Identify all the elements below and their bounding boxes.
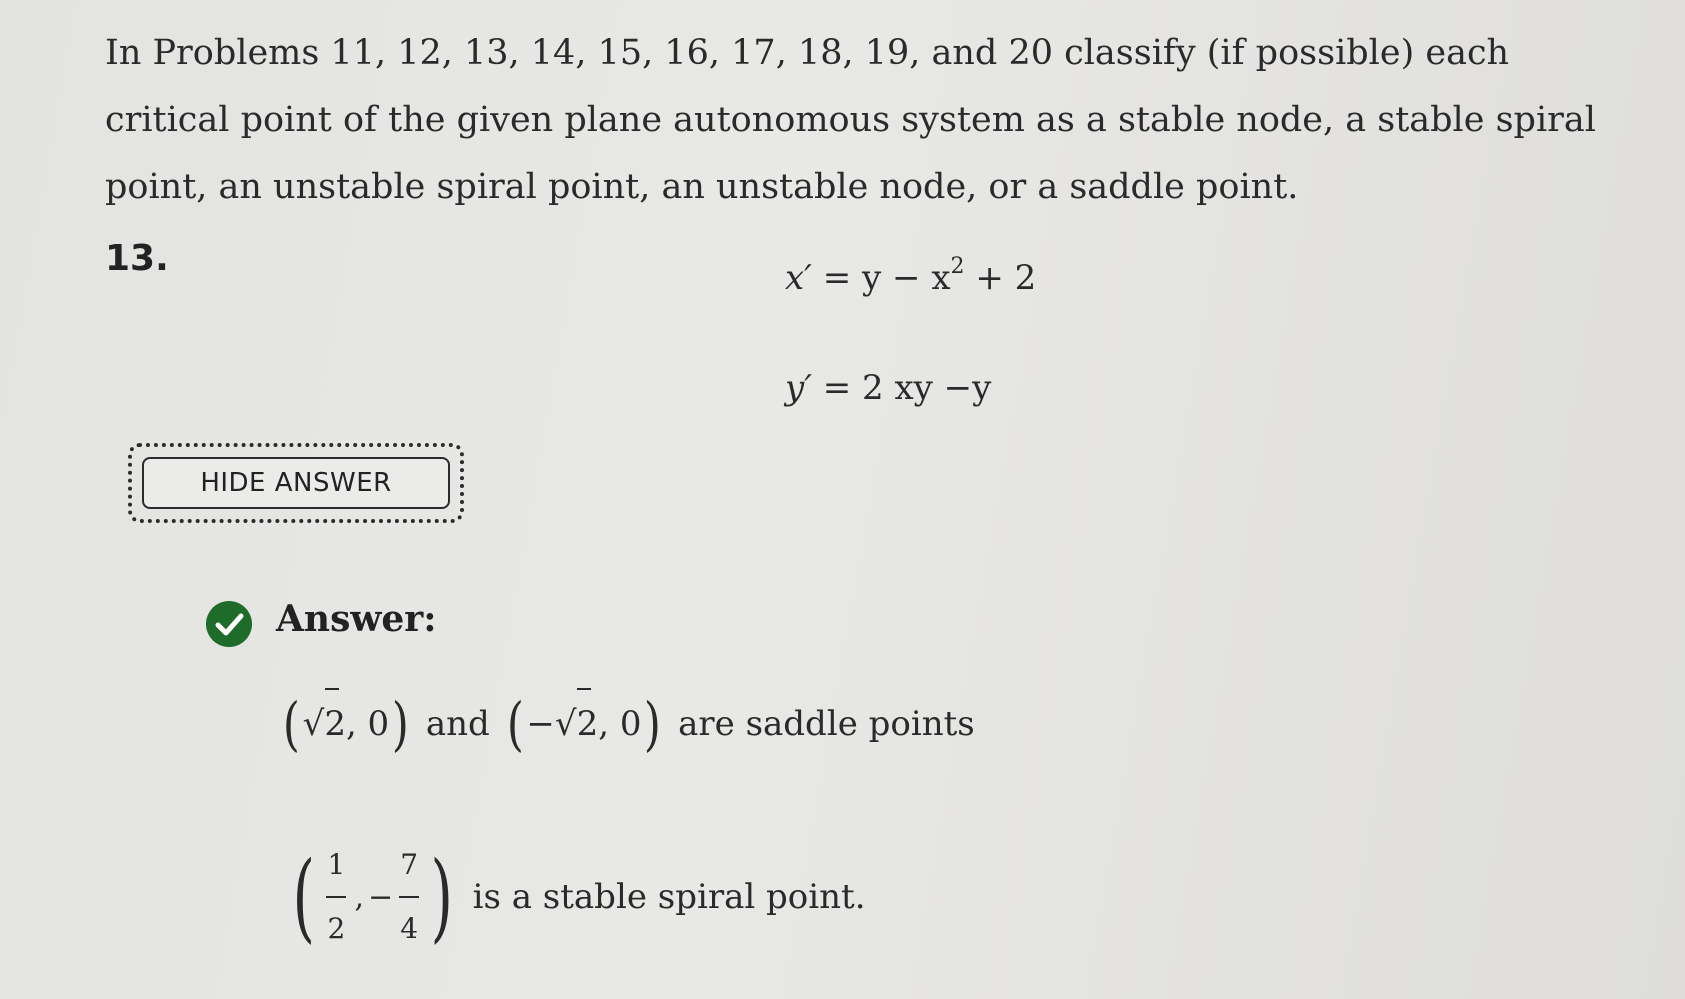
sqrt-symbol: √ (303, 704, 325, 744)
numerator: 7 (400, 848, 419, 881)
numerator: 1 (327, 848, 346, 881)
eq1-lhs: x′ (785, 258, 812, 298)
close-paren: ) (644, 690, 662, 758)
equation-y-prime (785, 368, 991, 408)
equation-x-prime (785, 254, 1036, 298)
point-1-value: 2, 0 (324, 704, 390, 744)
eq1-rhs: = y − x (822, 258, 951, 298)
answer-label: Answer: (276, 598, 437, 640)
answer-spiral-point (285, 841, 866, 953)
denominator: 2 (327, 912, 346, 945)
minus-sign: − (526, 704, 555, 744)
saddle-text: are saddle points (678, 704, 975, 744)
denominator: 4 (400, 912, 419, 945)
comma: , (354, 879, 364, 915)
eq1-exponent: 2 (950, 254, 965, 279)
open-paren: ( (506, 690, 524, 758)
eq2-lhs: y′ (785, 368, 812, 408)
eq2-rhs: = 2 xy −y (822, 368, 992, 408)
hide-answer-focus-ring (128, 443, 464, 523)
fraction-seven-quarters (399, 848, 419, 946)
hide-answer-button[interactable]: HIDE ANSWER (142, 457, 450, 509)
fraction-one-half (326, 848, 346, 946)
close-paren: ) (430, 841, 454, 953)
open-paren: ( (292, 841, 315, 953)
and-word: and (425, 704, 490, 744)
answer-saddle-points (280, 690, 975, 758)
sqrt-symbol: √ (555, 704, 577, 744)
spiral-text: is a stable spiral point. (472, 877, 866, 917)
close-paren: ) (392, 690, 410, 758)
problem-intro: In Problems 11, 12, 13, 14, 15, 16, 17, 18, 19, and 20 classify (if possible) each critical point of the given plane autonomous system as a stable node, a stable spiral point, an unstable spiral point, an unstable node, or a saddle point. (105, 33, 1596, 207)
point-2-value: 2, 0 (576, 704, 642, 744)
eq1-tail: + 2 (964, 258, 1037, 298)
problem-number: 13. (105, 238, 169, 279)
minus-sign: − (368, 879, 394, 915)
open-paren: ( (282, 690, 300, 758)
check-circle-icon (205, 600, 253, 648)
